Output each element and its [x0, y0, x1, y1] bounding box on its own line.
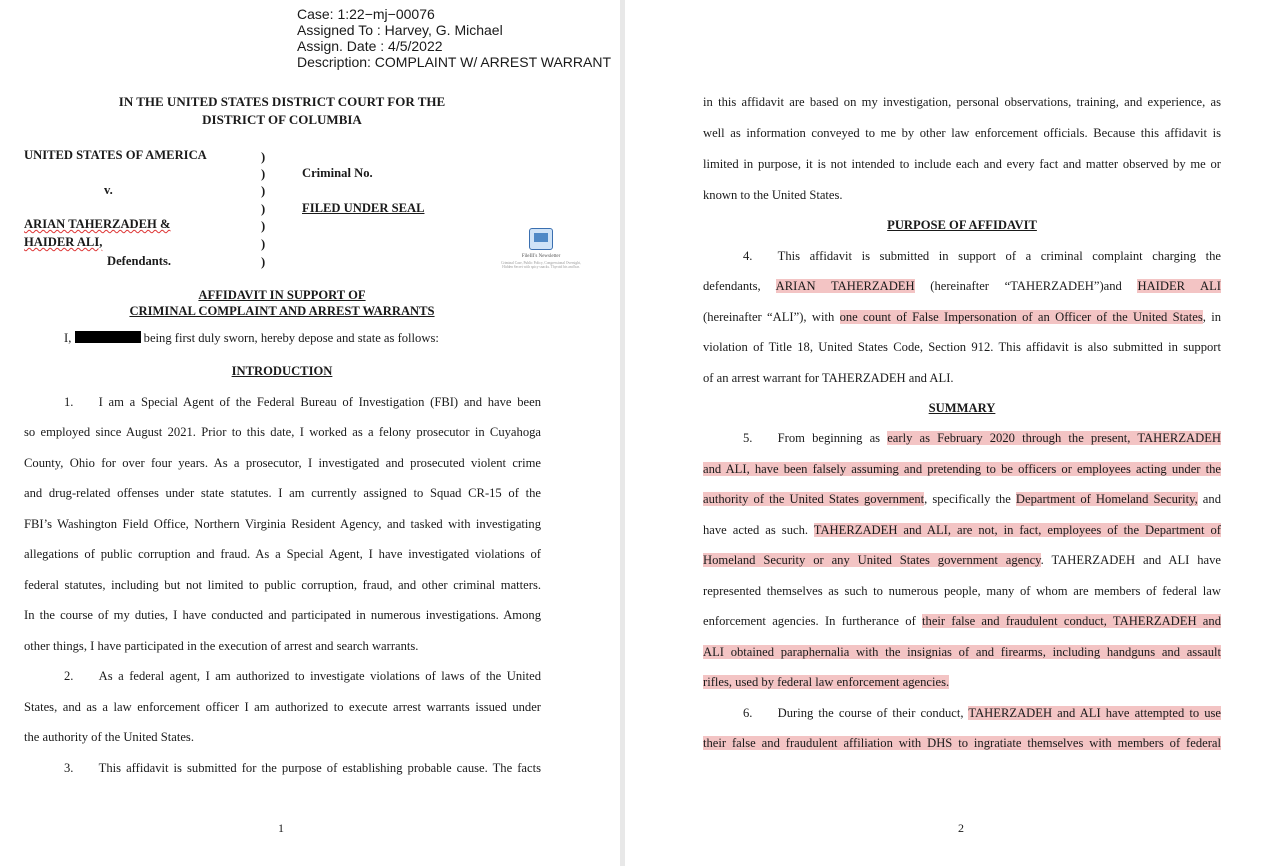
body-line: County, Ohio for over four years. As a prosecutor, I investigated and prosecuted violent crime — [24, 456, 541, 470]
court-title-line-2: DISTRICT OF COLUMBIA — [202, 112, 362, 127]
page-number: 2 — [958, 821, 964, 835]
highlight: one count of False Impersonation of an Officer of the United States — [839, 310, 1203, 324]
plaintiff-name: UNITED STATES OF AMERICA — [24, 148, 207, 162]
body-line: limited in purpose, it is not intended to include each and every fact and matter observed by me or — [703, 157, 1221, 171]
body-line: enforcement agencies. In furtherance of their false and fraudulent conduct, TAHERZADEH and — [703, 614, 1221, 628]
body-line: 5. From beginning as early as February 2020 through the present, TAHERZADEH — [743, 431, 1221, 445]
newsletter-icon — [529, 228, 553, 250]
highlight: their false and fraudulent conduct, TAHERZADEH and — [922, 614, 1221, 628]
caption-paren: ) — [261, 202, 266, 216]
newsletter-badge[interactable] — [496, 228, 586, 274]
newsletter-tagline: Criminal Case, Public Policy, Congressional Oversight, Hidden Secret with spicy snacks. Thyroid bts and bar. — [501, 261, 581, 270]
body-line: well as information conveyed to me by other law enforcement officials. Because this affidavit is — [703, 126, 1221, 140]
body-line — [703, 461, 1221, 477]
summary-heading: SUMMARY — [928, 401, 996, 415]
body-line: of an arrest warrant for TAHERZADEH and ALI. — [703, 371, 954, 385]
body-line: other things, I have participated in the execution of arrest and search warrants. — [24, 639, 419, 653]
body-line: In the course of my duties, I have conducted and participated in numerous investigations. Among — [24, 608, 541, 622]
highlight: TAHERZADEH and ALI, are not, in fact, employees of the Department of — [813, 523, 1221, 537]
highlight: ALI obtained paraphernalia with the insignias of and firearms, including handguns and assault — [703, 645, 1221, 659]
assign-date: Assign. Date : 4/5/2022 — [297, 38, 443, 54]
body-line: federal statutes, including but not limited to public corruption, fraud, and other criminal matters. — [24, 578, 541, 592]
caption-paren: ) — [261, 219, 266, 233]
affidavit-title-line-1: AFFIDAVIT IN SUPPORT OF — [198, 288, 366, 302]
defendants-label: Defendants. — [107, 254, 172, 268]
body-line: known to the United States. — [703, 188, 843, 202]
case-number: Case: 1:22−mj−00076 — [297, 6, 435, 22]
body-line: FBI’s Washington Field Office, Northern Virginia Resident Agency, and tasked with investigating — [24, 517, 541, 531]
criminal-no: Criminal No. — [302, 166, 373, 180]
body-line: the authority of the United States. — [24, 730, 194, 744]
defendant-1: ARIAN TAHERZADEH & — [24, 217, 171, 231]
purpose-heading: PURPOSE OF AFFIDAVIT — [887, 218, 1037, 232]
assigned-to: Assigned To : Harvey, G. Michael — [297, 22, 503, 38]
versus: v. — [104, 183, 113, 197]
body-line: 4. This affidavit is submitted in support of a criminal complaint charging the — [743, 249, 1221, 263]
body-line: and drug-related offenses under state statutes. I am currently assigned to Squad CR-15 of the — [24, 486, 541, 500]
filed-under-seal: FILED UNDER SEAL — [302, 201, 425, 215]
oath-statement: I, being first duly sworn, hereby depose and state as follows: — [64, 331, 439, 345]
body-line: so employed since August 2021. Prior to this date, I worked as a felony prosecutor in Cuyahoga — [24, 425, 541, 439]
body-line: 3. This affidavit is submitted for the purpose of establishing probable cause. The facts — [64, 761, 541, 775]
caption-paren: ) — [261, 255, 266, 269]
body-line: (hereinafter “ALI”), with one count of False Impersonation of an Officer of the United States, in — [703, 310, 1221, 324]
case-description: Description: COMPLAINT W/ ARREST WARRANT — [297, 54, 612, 70]
body-line: 2. As a federal agent, I am authorized to investigate violations of laws of the United — [64, 669, 541, 683]
document-page-2 — [625, 0, 1280, 866]
body-line: Homeland Security or any United States government agency. TAHERZADEH and ALI have — [703, 553, 1221, 567]
body-line: represented themselves as such to numerous people, many of whom are members of federal law — [703, 584, 1221, 598]
page-number: 1 — [278, 821, 284, 835]
body-line: States, and as a law enforcement officer I am authorized to execute arrest warrants issued under — [24, 700, 541, 714]
highlight: their false and fraudulent affiliation with DHS to ingratiate themselves with members of federal — [703, 736, 1221, 750]
defendant-2: HAIDER ALI, — [24, 235, 103, 249]
highlight: HAIDER ALI — [1137, 279, 1221, 293]
highlight: Homeland Security or any United States government agency — [703, 553, 1041, 567]
redacted-name — [75, 331, 141, 343]
caption-paren: ) — [261, 184, 266, 198]
body-line: in this affidavit are based on my investigation, personal observations, training, and experience, as — [703, 95, 1221, 109]
newsletter-name: FileIII's Newsletter — [521, 254, 561, 259]
body-line: violation of Title 18, United States Code, Section 912. This affidavit is also submitted in support — [703, 340, 1221, 354]
body-line — [703, 735, 1221, 751]
body-line: authority of the United States government, specifically the Department of Homeland Security, and — [703, 492, 1221, 506]
body-line: 6. During the course of their conduct, TAHERZADEH and ALI have attempted to use — [743, 706, 1222, 720]
body-line — [703, 674, 949, 690]
body-line: have acted as such. TAHERZADEH and ALI, are not, in fact, employees of the Department of — [703, 523, 1221, 537]
caption-paren: ) — [261, 167, 266, 181]
highlight: and ALI, have been falsely assuming and pretending to be officers or employees acting under the — [703, 462, 1221, 476]
body-line: 1. I am a Special Agent of the Federal Bureau of Investigation (FBI) and have been — [64, 395, 541, 409]
body-line — [703, 644, 1221, 660]
highlight: early as February 2020 through the present, TAHERZADEH — [887, 431, 1221, 445]
document-page-1 — [0, 0, 620, 866]
body-line: allegations of public corruption and fraud. As a Special Agent, I have investigated violations of — [24, 547, 541, 561]
court-title-line-1: IN THE UNITED STATES DISTRICT COURT FOR THE — [118, 94, 446, 109]
highlight: authority of the United States government — [703, 492, 925, 506]
introduction-heading: INTRODUCTION — [231, 364, 333, 378]
caption-paren: ) — [261, 237, 266, 251]
body-line: defendants, ARIAN TAHERZADEH (hereinafter “TAHERZADEH”)and HAIDER ALI — [703, 279, 1221, 293]
highlight: Department of Homeland Security, — [1015, 492, 1198, 506]
highlight: ARIAN TAHERZADEH — [775, 279, 915, 293]
highlight: rifles, used by federal law enforcement agencies. — [703, 675, 950, 689]
highlight: TAHERZADEH and ALI have attempted to use — [968, 706, 1222, 720]
caption-paren: ) — [261, 150, 266, 164]
affidavit-title-line-2: CRIMINAL COMPLAINT AND ARREST WARRANTS — [129, 304, 435, 318]
